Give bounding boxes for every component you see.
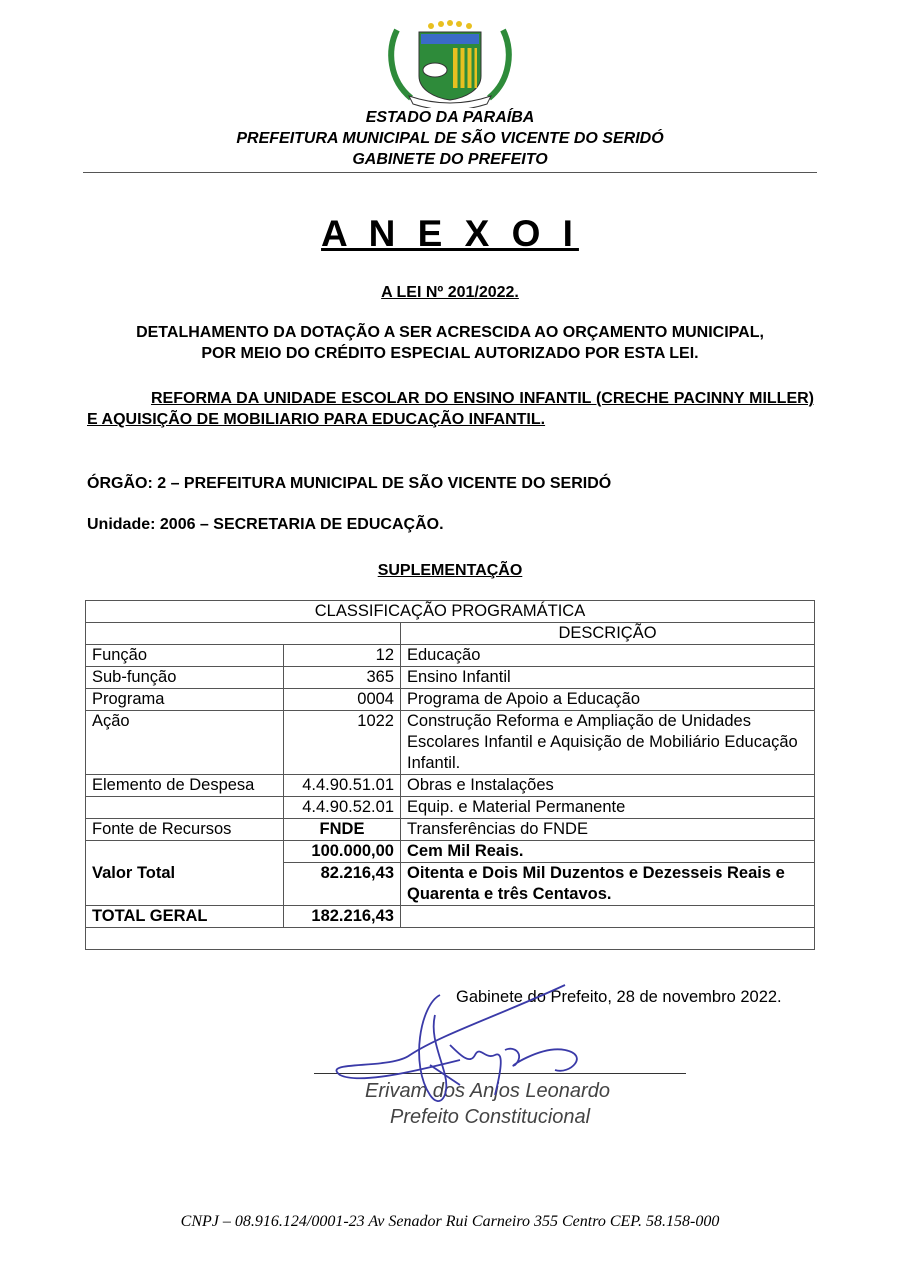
header-state: ESTADO DA PARAÍBA — [365, 109, 535, 126]
table-row — [86, 775, 815, 797]
row-label: Função — [86, 645, 284, 667]
row-code: 4.4.90.51.01 — [284, 775, 401, 797]
description-header: DESCRIÇÃO — [401, 623, 815, 645]
table-row — [86, 645, 815, 667]
total-row — [86, 906, 815, 928]
signatory-name: Erivam dos Anjos Leonardo — [365, 1080, 610, 1102]
table-row — [86, 711, 815, 775]
header-gabinete: GABINETE DO PREFEITO — [352, 151, 548, 168]
row-label: Elemento de Despesa — [86, 775, 284, 797]
row-label: Ação — [86, 711, 284, 775]
row-code: 12 — [284, 645, 401, 667]
row-code: 4.4.90.52.01 — [284, 797, 401, 819]
row-code: 365 — [284, 667, 401, 689]
section-title: SUPLEMENTAÇÃO — [377, 562, 523, 579]
subtitle-line2: POR MEIO DO CRÉDITO ESPECIAL AUTORIZADO POR ESTA LEI. — [201, 345, 699, 362]
row-desc: Obras e Instalações — [401, 775, 815, 797]
value-words: Oitenta e Dois Mil Duzentos e Dezesseis Reais e Quarenta e três Centavos. — [401, 863, 815, 906]
row-desc: Equip. e Material Permanente — [401, 797, 815, 819]
table-row — [86, 819, 815, 841]
table-row — [86, 667, 815, 689]
law-number: A LEI Nº 201/2022. — [381, 284, 519, 301]
row-label: Sub-função — [86, 667, 284, 689]
value-amount: 82.216,43 — [284, 863, 401, 906]
total-value: 182.216,43 — [284, 906, 401, 928]
row-label: Fonte de Recursos — [86, 819, 284, 841]
classification-table — [85, 600, 815, 950]
place-date: Gabinete do Prefeito, 28 de novembro 2022. — [456, 988, 782, 1006]
row-code: 0004 — [284, 689, 401, 711]
subtitle-line1: DETALHAMENTO DA DOTAÇÃO A SER ACRESCIDA AO ORÇAMENTO MUNICIPAL, — [136, 324, 764, 341]
table-title: CLASSIFICAÇÃO PROGRAMÁTICA — [86, 601, 815, 623]
document-title: A N E X O I — [321, 213, 579, 254]
header-divider — [83, 172, 817, 173]
row-desc: Construção Reforma e Ampliação de Unidades Escolares Infantil e Aquisição de Mobiliário Educação Infantil. — [401, 711, 815, 775]
signatory-role: Prefeito Constitucional — [390, 1106, 591, 1128]
table-row — [86, 689, 815, 711]
row-label: Programa — [86, 689, 284, 711]
orgao-line: ÓRGÃO: 2 – PREFEITURA MUNICIPAL DE SÃO VICENTE DO SERIDÓ — [87, 475, 612, 492]
municipal-coat-of-arms-logo — [383, 20, 517, 113]
row-code: FNDE — [284, 819, 401, 841]
table-row — [86, 797, 815, 819]
unidade-line: Unidade: 2006 – SECRETARIA DE EDUCAÇÃO. — [87, 516, 444, 533]
row-desc: Ensino Infantil — [401, 667, 815, 689]
value-words: Cem Mil Reais. — [401, 841, 815, 863]
handwritten-signature — [300, 975, 600, 1130]
row-code: 1022 — [284, 711, 401, 775]
row-desc: Educação — [401, 645, 815, 667]
value-amount: 100.000,00 — [284, 841, 401, 863]
valor-total-label: Valor Total — [86, 841, 284, 906]
header-prefeitura: PREFEITURA MUNICIPAL DE SÃO VICENTE DO SERIDÓ — [236, 130, 664, 147]
row-desc: Transferências do FNDE — [401, 819, 815, 841]
row-label — [86, 797, 284, 819]
total-label: TOTAL GERAL — [86, 906, 284, 928]
object-description: REFORMA DA UNIDADE ESCOLAR DO ENSINO INFANTIL (CRECHE PACINNY MILLER) E AQUISIÇÃO DE MOBILIARIO PARA EDUCAÇÃO INFANTIL. — [87, 390, 814, 428]
footer-address: CNPJ – 08.916.124/0001-23 Av Senador Rui Carneiro 355 Centro CEP. 58.158-000 — [180, 1213, 720, 1230]
table-row — [86, 841, 815, 863]
row-desc: Programa de Apoio a Educação — [401, 689, 815, 711]
